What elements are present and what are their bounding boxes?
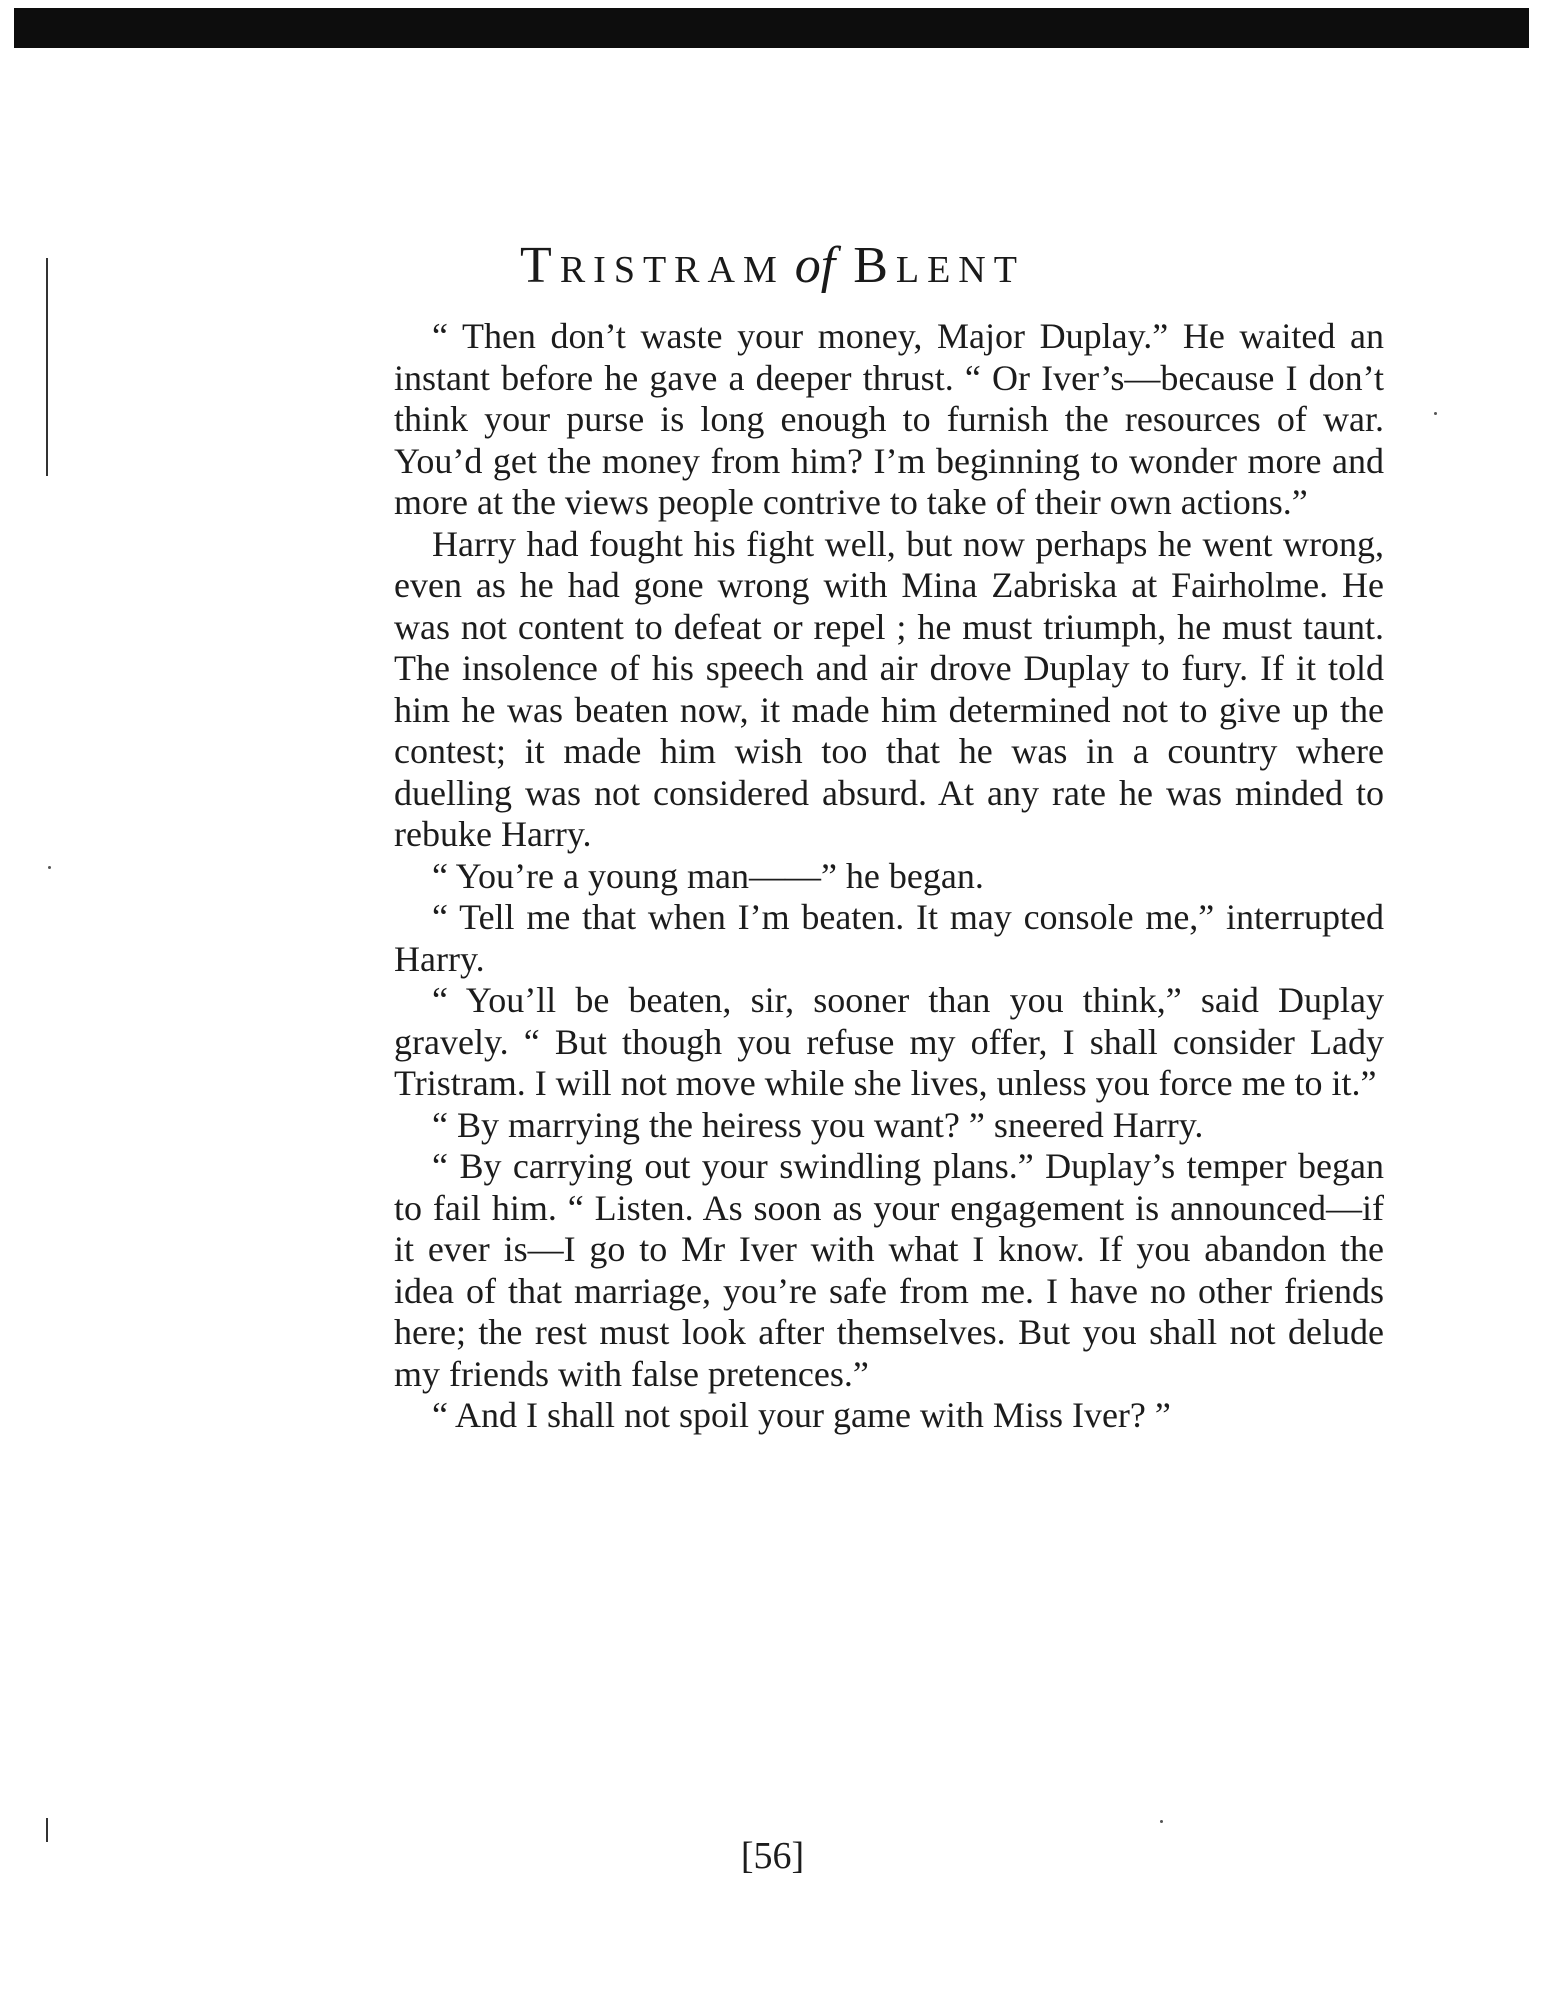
scan-speck	[1434, 412, 1437, 415]
paragraph: “ You’re a young man——” he began.	[432, 855, 984, 896]
title-first-initial: T	[520, 237, 560, 294]
paragraph: “ By marrying the heiress you want? ” sneered Harry.	[432, 1104, 1204, 1145]
title-last-rest: LENT	[895, 249, 1025, 291]
body-text	[394, 316, 1384, 1437]
paragraph: “ You’ll be beaten, sir, sooner than you think,” said Duplay gravely. “ But though you refuse my offer, I shall consider Lady Tristram. I will not move while she lives, unless you force me to it.”	[394, 980, 1384, 1103]
scan-top-border	[14, 8, 1529, 48]
title-last-initial: B	[853, 237, 896, 294]
paragraph: “ And I shall not spoil your game with Miss Iver? ”	[432, 1395, 1171, 1435]
title-first-rest: RISTRAM	[559, 249, 785, 291]
running-head	[0, 236, 1545, 295]
page-number: [56]	[740, 1835, 805, 1877]
scan-speck	[1160, 1820, 1163, 1823]
paragraph: “ By carrying out your swindling plans.” Duplay’s temper began to fail him. “ Listen. As soon as your engagement is announced—if it ever is—I go to Mr Iver with what I know. If you abandon the idea of that marriage, you’re safe from me. I have no other friends here; the rest must look after themselves. But you shall not delude my friends with false pretences.”	[394, 1146, 1384, 1394]
paragraph: Harry had fought his fight well, but now perhaps he went wrong, even as he had gone wrong with Mina Zabriska at Fairholme. He was not content to defeat or repel ; he must triumph, he must taunt. The insolence of his speech and air drove Duplay to fury. If it told him he was beaten now, it made him determined not to give up the contest; it made him wish too that he was in a country where duelling was not considered absurd. At any rate he was minded to rebuke Harry.	[394, 523, 1384, 854]
title-of: of	[794, 237, 836, 294]
scan-speck	[48, 866, 51, 869]
paragraph: “ Then don’t waste your money, Major Duplay.” He waited an instant before he gave a deeper thrust. “ Or Iver’s—because I don’t think your purse is long enough to furnish the resources of war. You’d get the money from him? I’m beginning to wonder more and more at the views people contrive to take of their own actions.”	[394, 316, 1384, 522]
paragraph: “ Tell me that when I’m beaten. It may console me,” interrupted Harry.	[394, 897, 1384, 979]
